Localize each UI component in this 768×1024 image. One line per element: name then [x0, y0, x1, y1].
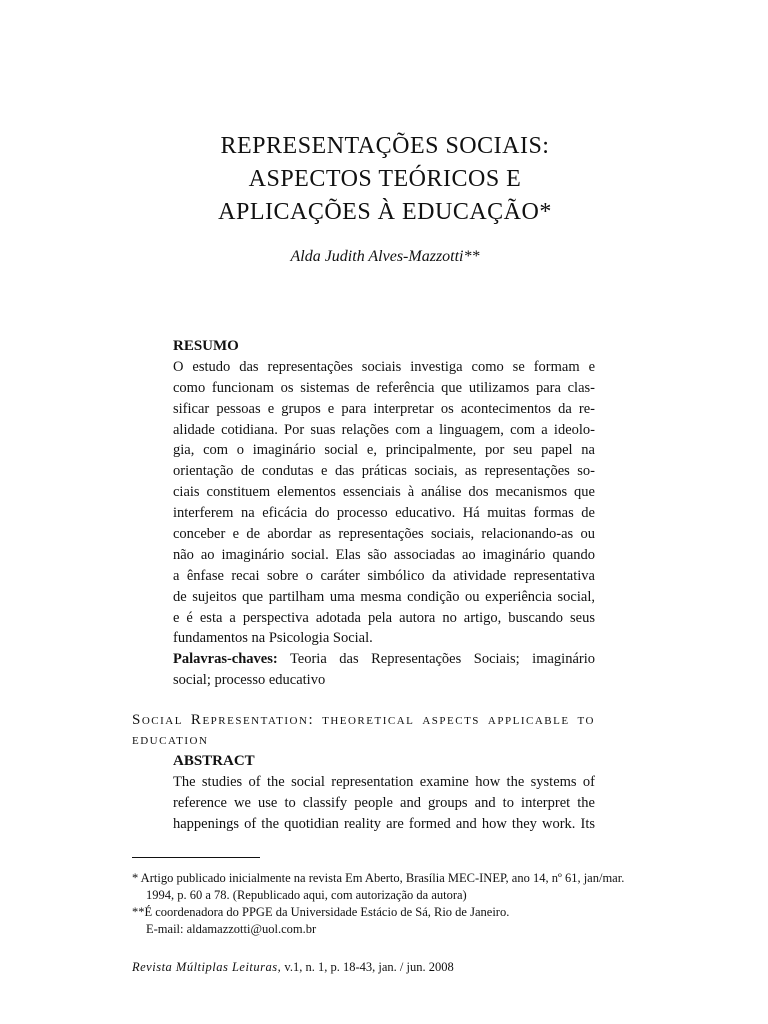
resumo-line: interferem na eficácia do processo educativo. Há muitas formas de	[173, 505, 595, 522]
resumo-line: conceber e de abordar as representações sociais, relacionando-as ou	[173, 526, 595, 543]
resumo-heading: RESUMO	[173, 338, 239, 354]
footnote-divider	[132, 857, 260, 858]
english-title-line: Social Representation: theoretical aspects applicable to	[132, 712, 595, 728]
english-title	[132, 710, 595, 750]
abstract-heading: ABSTRACT	[173, 753, 255, 769]
resumo-line: não ao imaginário social. Elas são associadas ao imaginário quando	[173, 546, 595, 563]
article-title	[170, 130, 600, 229]
resumo-line: ciais constituem elementos essenciais à análise dos mecanismos que	[173, 484, 595, 501]
title-line: APLICAÇÕES À EDUCAÇÃO*	[218, 199, 552, 225]
page-footer	[132, 960, 454, 975]
resumo-line: e é esta a perspectiva adotada pela autora no artigo, buscando seus	[173, 609, 595, 626]
footnote: E-mail: aldamazzotti@uol.com.br	[146, 922, 317, 936]
resumo-line: sificar pessoas e grupos e para interpretar os acontecimentos da re-	[173, 400, 595, 417]
keywords-label: Palavras-chaves:	[173, 651, 278, 668]
abstract-line: reference we use to classify people and groups and to interpret the	[173, 794, 595, 811]
author-name: Alda Judith Alves-Mazzotti**	[290, 248, 480, 265]
resumo-line: O estudo das representações sociais investiga como se formam e	[173, 358, 595, 375]
abstract-section	[173, 751, 595, 835]
resumo-line: a ênfase recai sobre o caráter simbólico da atividade representativa	[173, 567, 595, 584]
journal-name: Revista Múltiplas Leituras,	[132, 960, 282, 974]
resumo-line: fundamentos na Psicologia Social.	[173, 630, 373, 647]
keywords-text: Teoria das Representações Sociais; imaginário	[277, 651, 595, 668]
abstract-line: happenings of the quotidian reality are formed and how they work. Its	[173, 815, 595, 832]
resumo-line: como funcionam os sistemas de referência que utilizamos para clas-	[173, 379, 595, 396]
keywords-line: social; processo educativo	[173, 672, 326, 689]
title-line: REPRESENTAÇÕES SOCIAIS:	[220, 133, 550, 159]
resumo-line: orientação de condutas e das práticas sociais, as representações so-	[173, 463, 595, 480]
resumo-line: alidade cotidiana. Por suas relações com a linguagem, com a ideolo-	[173, 421, 595, 438]
title-line: ASPECTOS TEÓRICOS E	[248, 166, 522, 192]
resumo-section	[173, 336, 595, 691]
footnote: 1994, p. 60 a 78. (Republicado aqui, com autorização da autora)	[146, 888, 467, 902]
footnote: **É coordenadora do PPGE da Universidade Estácio de Sá, Rio de Janeiro.	[132, 905, 510, 919]
keywords-line	[173, 649, 595, 670]
abstract-line: The studies of the social representation examine how the systems of	[173, 773, 595, 790]
footnote: * Artigo publicado inicialmente na revista Em Aberto, Brasília MEC-INEP, ano 14, nº 61, jan/mar.	[132, 871, 625, 885]
resumo-line: gia, com o imaginário social e, principalmente, por seu papel na	[173, 442, 595, 459]
resumo-line: de sujeitos que partilham uma mesma condição ou experiência social,	[173, 588, 595, 605]
journal-citation: v.1, n. 1, p. 18-43, jan. / jun. 2008	[281, 960, 454, 974]
footnotes	[132, 870, 652, 938]
english-title-line: education	[132, 732, 209, 748]
